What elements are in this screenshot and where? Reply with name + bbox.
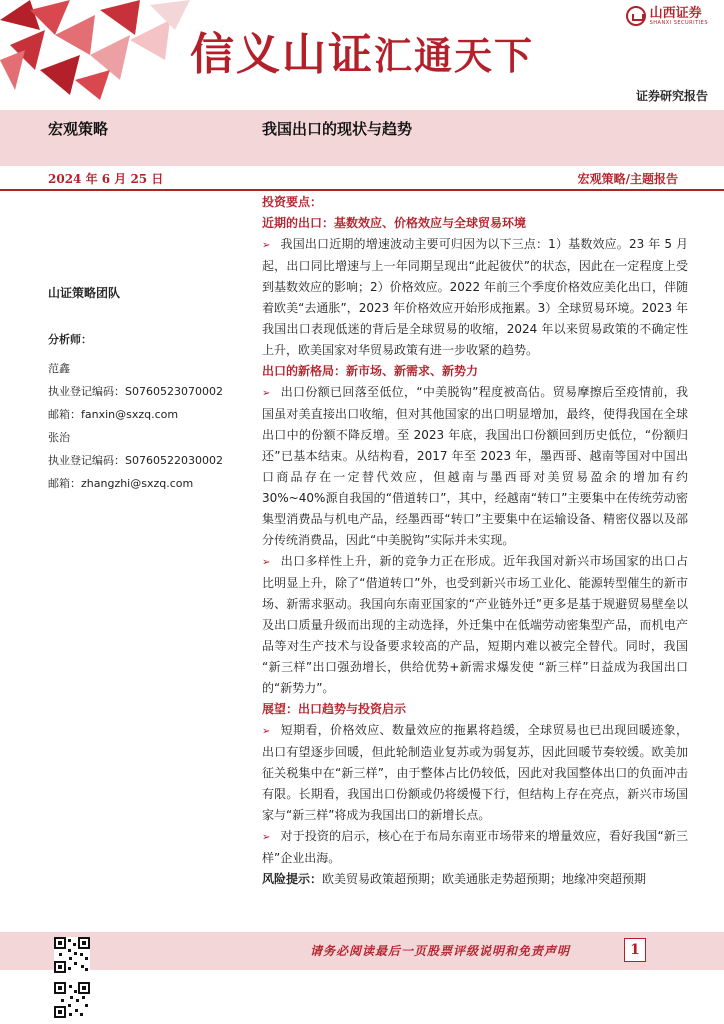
page-header: [0, 0, 724, 110]
paragraph-text: 出口份额已回落至低位，“中美脱钩”程度被高估。贸易摩擦后至疫情前，我国虽对美直接出口收缩，但对其他国家的出口明显增加，最终，使得我国在全球出口中的份额不降反增。至 2023 年底，我国出口份额回到历史低位，“份额归还”已基本结束。从结构看，2017 年至 2023 年，墨西哥、越南等国对中国出口商品存在一定替代效应，但越南与墨西哥对美贸易盈余的增加有约 30%~40%源自我国的“借道转口”，其中，经越南“转口”主要集中在传统劳动密集型消费品与机电产品，经墨西哥“转口”主要集中在运输设备、精密仪器以及部分传统消费品，因此“中美脱钩”实际并未实现。: [262, 385, 688, 547]
date-row: [0, 166, 724, 190]
paragraph: [262, 720, 688, 826]
divider-line: [0, 189, 724, 191]
report-title: 我国出口的现状与趋势: [262, 120, 413, 138]
key-points-heading: 投资要点：: [262, 195, 323, 209]
analyst-license: 执业登记编码：S0760523070002: [48, 385, 223, 398]
paragraph-text: 对于投资的启示，核心在于布局东南亚市场带来的增量效应，看好我国“新三样”企业出海。: [262, 829, 688, 865]
report-type: 证券研究报告: [635, 89, 708, 103]
analyst-name: 范鑫: [48, 362, 70, 375]
risk-warning: [262, 869, 688, 890]
paragraph-text: 我国出口近期的增速波动主要可归因为以下三点：1）基数效应。23 年 5 月起，出口同比增速与上一年同期呈现出“此起彼伏”的状态，因此在一定程度上受到基数效应的影响；2）价格效应。2022 年前三个季度价格效应美化出口，伴随着欧美“去通胀”，2023 年价格效应开始形成拖累。3）全球贸易环境。2023 年我国出口表现低迷的背后是全球贸易的收缩，2024 年以来贸易政策的不确定性上升，欧美国家对华贸易政策有进一步收紧的趋势。: [262, 237, 688, 357]
analyst-sidebar: [48, 280, 248, 495]
analyst-entry: [48, 357, 248, 495]
bullet-arrow-icon: ➢: [262, 388, 271, 399]
page-number: 1: [624, 938, 646, 962]
analyst-heading: 分析师：: [48, 333, 92, 346]
analyst-name: 张治: [48, 431, 70, 444]
risk-text: 欧美贸易政策超预期；欧美通胀走势超预期；地缘冲突超预期: [322, 872, 647, 886]
paragraph-text: 出口多样性上升，新的竞争力正在形成。近年我国对新兴市场国家的出口占比明显上升，除了“借道转口”外，也受到新兴市场工业化、能源转型催生的新市场、新需求驱动。我国向东南亚国家的“产业链外迁”更多是基于规避贸易壁垒以及出口质量升级而出现的主动选择，外迁集中在低端劳动密集型产品，而机电产品等对生产技术与设备要求较高的产品，短期内难以被完全替代。同时，我国 “新三样”出口强劲增长，供给优势+新需求爆发使 “新三样”日益成为我国出口的“新势力”。: [262, 554, 688, 695]
report-category: 宏观策略: [48, 120, 109, 138]
header-slogan: [190, 18, 534, 82]
slogan-part2: 汇通天下: [374, 33, 535, 78]
disclaimer-text: 请务必阅读最后一页股票评级说明和免责声明: [310, 944, 571, 958]
slogan-part1: 信义山证: [190, 29, 374, 80]
team-name: 山证策略团队: [48, 286, 121, 300]
logo-name-cn: 山西证券: [649, 5, 702, 21]
section-heading: 出口的新格局：新市场、新需求、新势力: [262, 364, 479, 378]
report-date: 2024 年 6 月 25 日: [48, 172, 164, 186]
analyst-email[interactable]: 邮箱：zhangzhi@sxzq.com: [48, 477, 194, 490]
footer-band: [0, 932, 724, 970]
paragraph: [262, 234, 688, 361]
analyst-email[interactable]: 邮箱：fanxin@sxzq.com: [48, 408, 179, 421]
report-subtype: 宏观策略/主题报告: [577, 172, 678, 186]
title-band: [0, 110, 724, 166]
main-content: [262, 192, 688, 890]
bullet-arrow-icon: ➢: [262, 726, 271, 737]
paragraph-text: 短期看，价格效应、数量效应的拖累将趋缓，全球贸易也已出现回暖迹象，出口有望逐步回暖，但此轮制造业复苏或为弱复苏，因此回暖节奏较缓。欧美加征关税集中在“新三样”，由于整体占比仍较低，因此对我国整体出口的负面冲击有限。长期看，我国出口份额或仍将缓慢下行，但结构上存在亮点，新兴市场国家与“新三样”将成为我国出口的新增长点。: [262, 723, 688, 822]
bullet-arrow-icon: ➢: [262, 832, 271, 843]
qr-code-icon: [54, 982, 90, 1018]
risk-label: 风险提示：: [262, 872, 323, 886]
paragraph: [262, 551, 688, 699]
paragraph: [262, 382, 688, 551]
logo-icon: [626, 6, 646, 26]
decorative-triangles: [0, 0, 200, 100]
qr-code-icon: [54, 937, 90, 973]
logo-name-en: SHANXI SECURITIES: [649, 19, 708, 26]
section-heading: 展望：出口趋势与投资启示: [262, 702, 407, 716]
company-logo: [626, 6, 708, 26]
paragraph: [262, 826, 688, 869]
analyst-license: 执业登记编码：S0760522030002: [48, 454, 223, 467]
section-heading: 近期的出口：基数效应、价格效应与全球贸易环境: [262, 216, 527, 230]
bullet-arrow-icon: ➢: [262, 240, 271, 251]
bullet-arrow-icon: ➢: [262, 557, 271, 568]
